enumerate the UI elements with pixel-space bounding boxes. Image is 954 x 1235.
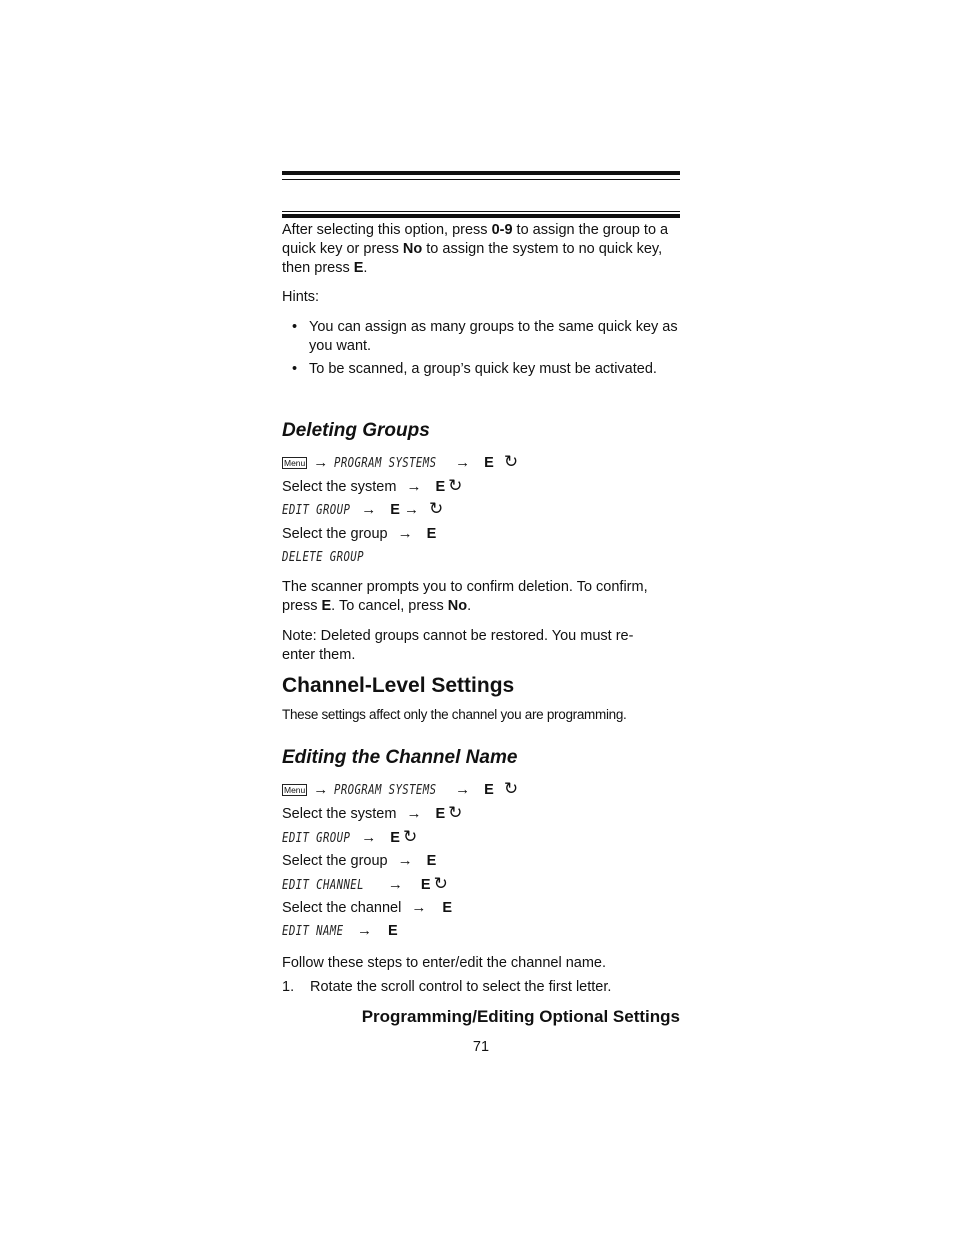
mid-rule-thick bbox=[282, 214, 680, 218]
lcd-delete-group: DELETE GROUP bbox=[282, 550, 364, 565]
arrow-icon: → bbox=[397, 852, 413, 869]
e-key: E bbox=[387, 923, 398, 939]
editing-name-heading: Editing the Channel Name bbox=[282, 747, 518, 768]
edit-step-4: Select the group → E bbox=[282, 852, 437, 869]
del-step-3 bbox=[282, 499, 680, 520]
step-1-item: 1. Rotate the scroll control to select the first letter. bbox=[282, 979, 612, 995]
e-key: E bbox=[426, 853, 437, 869]
rotate-icon: ↻ bbox=[448, 803, 463, 822]
e-key: E bbox=[390, 502, 400, 518]
e-key: E bbox=[435, 479, 446, 495]
rotate-icon: ↻ bbox=[428, 499, 444, 518]
channel-level-desc: These settings affect only the channel you are programming. bbox=[282, 707, 627, 722]
arrow-icon: → bbox=[387, 876, 403, 893]
lcd-edit-name: EDIT NAME bbox=[282, 924, 344, 939]
note-paragraph: Note: Deleted groups cannot be restored. You must re-enter them. bbox=[282, 628, 634, 663]
arrow-icon: → bbox=[361, 829, 377, 846]
arrow-icon: → bbox=[455, 454, 471, 471]
deleting-groups-heading: Deleting Groups bbox=[282, 420, 430, 441]
arrow-icon: → bbox=[356, 922, 372, 939]
rotate-icon: ↻ bbox=[503, 452, 519, 471]
arrow-icon: → bbox=[361, 501, 377, 518]
del-step-4: Select the group → E bbox=[282, 525, 437, 542]
step-number: 1. bbox=[282, 979, 295, 995]
lcd-edit-group: EDIT GROUP bbox=[282, 503, 351, 518]
arrow-icon: → bbox=[397, 525, 413, 542]
hints-label: Hints: bbox=[282, 289, 320, 305]
bullet-dot: • bbox=[292, 361, 298, 377]
arrow-icon: → bbox=[406, 478, 422, 495]
e-key: E bbox=[484, 782, 494, 798]
follow-paragraph: Follow these steps to enter/edit the channel name. bbox=[282, 955, 607, 971]
lcd-edit-channel: EDIT CHANNEL bbox=[282, 878, 364, 893]
e-key: E bbox=[390, 830, 400, 846]
edit-step-2: Select the system → E ↻ bbox=[282, 803, 463, 822]
e-key: E bbox=[442, 900, 452, 916]
rotate-icon: ↻ bbox=[503, 779, 519, 798]
lcd-program-systems: PROGRAM SYSTEMS bbox=[334, 456, 437, 471]
page-number: 71 bbox=[472, 1039, 490, 1055]
rotate-icon: ↻ bbox=[433, 874, 448, 893]
arrow-icon: → bbox=[313, 781, 329, 798]
intro-paragraph: After selecting this option, press 0-9 to assign the group to a quick key or press No to assign the system to no quick key, then press E. bbox=[282, 222, 669, 276]
edit-step-7 bbox=[282, 921, 680, 941]
edit-step-5 bbox=[282, 874, 680, 895]
del-step-2: Select the system → E ↻ bbox=[282, 476, 463, 495]
channel-level-heading: Channel-Level Settings bbox=[282, 674, 515, 697]
edit-step-1 bbox=[282, 779, 680, 800]
arrow-icon: → bbox=[313, 454, 329, 471]
top-rule-thin bbox=[282, 179, 680, 180]
e-key: E bbox=[420, 877, 431, 893]
e-key: E bbox=[484, 455, 494, 471]
e-key: E bbox=[426, 526, 437, 542]
rotate-icon: ↻ bbox=[402, 827, 418, 846]
e-key: E bbox=[435, 806, 446, 822]
edit-step-3 bbox=[282, 827, 680, 848]
edit-step-6: Select the channel → E bbox=[282, 899, 452, 916]
confirm-paragraph: The scanner prompts you to confirm deletion. To confirm, press E. To cancel, press No. bbox=[282, 579, 648, 614]
mid-rule-thin bbox=[282, 211, 680, 212]
lcd-program-systems: PROGRAM SYSTEMS bbox=[334, 783, 437, 798]
arrow-icon: → bbox=[406, 805, 422, 822]
menu-key-icon: Menu bbox=[284, 458, 306, 469]
footer-section-title: Programming/Editing Optional Settings bbox=[361, 1007, 680, 1026]
arrow-icon: → bbox=[403, 501, 419, 518]
top-rule-thick bbox=[282, 171, 680, 175]
menu-key-icon: Menu bbox=[284, 785, 306, 796]
rotate-icon: ↻ bbox=[448, 476, 463, 495]
arrow-icon: → bbox=[455, 781, 471, 798]
del-step-1 bbox=[282, 452, 680, 473]
del-step-5 bbox=[282, 548, 680, 567]
arrow-icon: → bbox=[411, 899, 427, 916]
lcd-edit-group: EDIT GROUP bbox=[282, 831, 351, 846]
bullet-dot: • bbox=[292, 319, 298, 335]
